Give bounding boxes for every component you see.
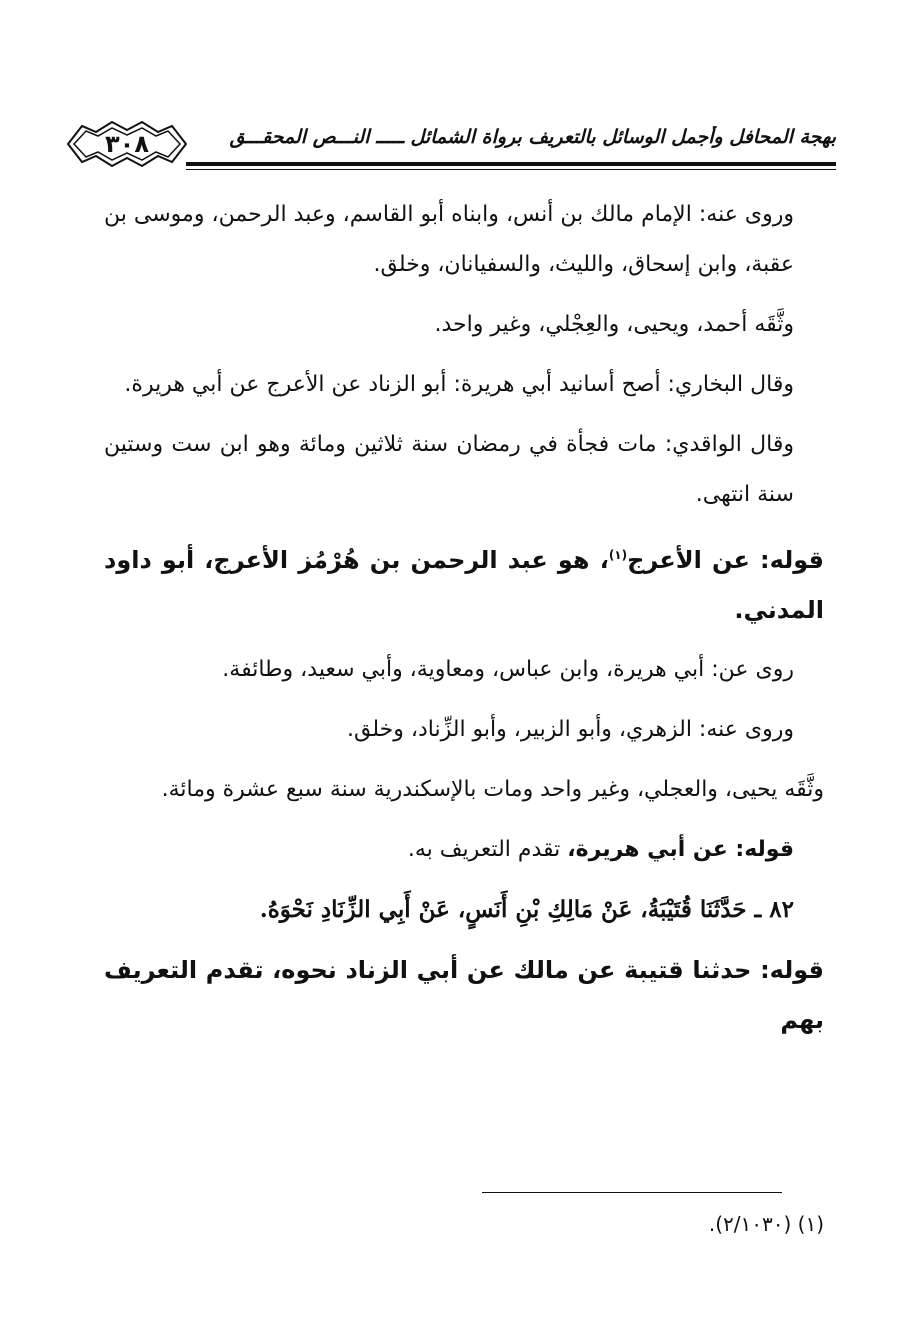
paragraph: وقال البخاري: أصح أسانيد أبي هريرة: أبو الزناد عن الأعرج عن أبي هريرة.	[124, 372, 794, 397]
paragraph	[104, 825, 824, 875]
commentary-heading	[104, 530, 824, 635]
paragraph: روى عن: أبي هريرة، وابن عباس، ومعاوية، وأبي سعيد، وطائفة.	[222, 657, 794, 682]
footnote: (١) (٢/١٠٣٠).	[708, 1212, 824, 1236]
running-title: بهجة المحافل وأجمل الوسائل بالتعريف برواة الشمائل ـــــ النـــص المحقـــق	[229, 126, 836, 148]
commentary-rest: ، هو عبد الرحمن بن هُرْمُز الأعرج، أبو داود المدني.	[104, 546, 824, 624]
paragraph: وثَّقَه يحيى، والعجلي، وغير واحد ومات بالإسكندرية سنة سبع عشرة ومائة.	[161, 777, 824, 802]
main-text	[104, 190, 824, 1055]
paragraph: وروى عنه: الإمام مالك بن أنس، وابناه أبو القاسم، وعبد الرحمن، وموسى بن عقبة، وابن إسحاق، والليث، والسفيانان، وخلق.	[104, 202, 794, 277]
commentary-text: تقدم التعريف به.	[407, 837, 568, 862]
commentary-heading: قوله: حدثنا قتيبة عن مالك عن أبي الزناد نحوه، تقدم التعريف بهم	[104, 956, 824, 1034]
paragraph: وروى عنه: الزهري، وأبو الزبير، وأبو الزِّناد، وخلق.	[347, 717, 794, 742]
footnote-reference: (١)	[608, 548, 628, 562]
footnote-rule	[482, 1192, 782, 1193]
page-number: ٣٠٨	[105, 130, 149, 158]
header-rule	[186, 162, 836, 166]
commentary-label: قوله: عن أبي هريرة،	[567, 837, 794, 862]
hadith-text: ٨٢ ـ حَدَّثَنَا قُتَيْبَةُ، عَنْ مَالِكِ بْنِ أَنَسٍ، عَنْ أَبِي الزِّنَادِ نَحْوَهُ.	[259, 896, 794, 923]
header-rule-thin	[186, 169, 836, 170]
page-header	[66, 118, 836, 178]
paragraph: وقال الواقدي: مات فجأة في رمضان سنة ثلاثين ومائة وهو ابن ست وستين سنة انتهى.	[104, 432, 794, 507]
paragraph: وثَّقَه أحمد، ويحيى، والعِجْلي، وغير واحد.	[434, 312, 794, 337]
commentary-lead: قوله: عن الأعرج	[627, 546, 824, 574]
